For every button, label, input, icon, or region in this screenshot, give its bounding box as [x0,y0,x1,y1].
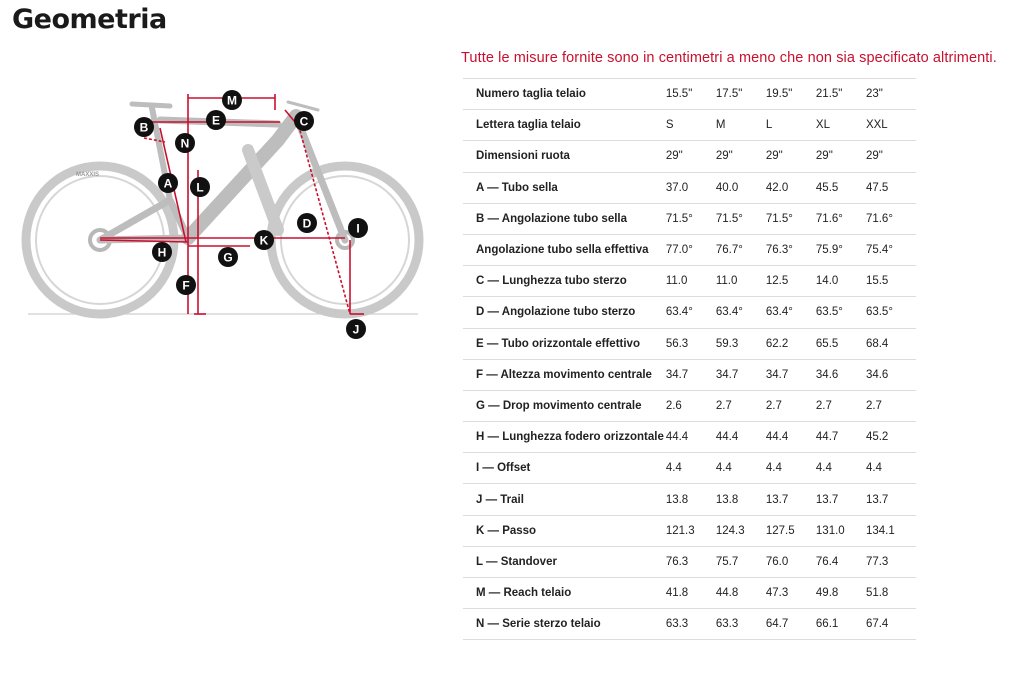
table-cell: XL [815,119,830,132]
row-label: H — Lunghezza fodero orizzontale [476,431,664,444]
row-label: Dimensioni ruota [476,150,570,163]
table-row [463,422,916,453]
table-cell: 63.4° [715,306,743,319]
table-cell: 63.3 [665,618,689,631]
table-cell: 15.5 [865,275,889,288]
table-cell: 66.1 [815,618,839,631]
table-cell: 68.4 [865,337,889,350]
table-row [463,203,916,234]
table-cell: 34.7 [715,368,739,381]
marker-h [152,242,172,262]
table-cell: 45.2 [865,431,889,444]
svg-text:M: M [227,93,237,108]
table-row [463,515,916,546]
row-label: A — Tubo sella [476,181,558,194]
table-cell: 131.0 [815,524,845,537]
table-cell: 2.7 [765,399,782,412]
marker-c [294,111,314,131]
marker-e [206,110,226,130]
table-cell: S [665,119,674,132]
row-label: E — Tubo orizzontale effettivo [476,337,640,350]
tire-brand-text: MAXXIS [76,172,100,178]
table-cell: 2.7 [715,399,732,412]
svg-text:D: D [302,216,312,231]
table-cell: 76.3 [665,555,689,568]
table-cell: 21.5" [815,88,843,101]
table-cell: 40.0 [715,181,739,194]
svg-text:G: G [223,250,233,265]
table-cell: L [765,119,773,132]
svg-text:L: L [196,180,204,195]
table-cell: 44.7 [815,431,839,444]
table-cell: 11.0 [715,275,738,288]
table-row [463,453,916,484]
table-cell: 71.6° [865,212,893,225]
table-cell: 4.4 [715,462,732,475]
table-cell: 71.5° [665,212,693,225]
row-label: K — Passo [476,524,537,537]
svg-text:K: K [259,233,269,248]
row-label: M — Reach telaio [476,587,572,600]
units-notice: Tutte le misure fornite sono in centimetri a meno che non sia specificato altrimenti. [461,50,997,66]
row-label: J — Trail [476,493,524,506]
table-cell: 4.4 [865,462,882,475]
marker-j [346,319,366,339]
table-cell: 4.4 [665,462,682,475]
table-cell: 29" [765,150,783,163]
table-cell: 67.4 [865,618,889,631]
table-cell: 71.5° [765,212,793,225]
table-cell: 134.1 [865,524,895,537]
table-row [463,266,916,297]
marker-d [297,213,317,233]
svg-text:F: F [182,278,190,293]
row-label: I — Offset [476,462,531,475]
table-cell: 76.3° [765,244,793,257]
table-row [463,141,916,172]
marker-i [348,218,368,238]
table-row [463,359,916,390]
table-cell: 42.0 [765,181,789,194]
table-cell: XXL [865,119,888,132]
table-row [463,546,916,577]
row-label: F — Altezza movimento centrale [476,368,652,381]
table-cell: 65.5 [815,337,839,350]
table-cell: 63.4° [765,306,793,319]
table-cell: 44.4 [765,431,789,444]
row-label: B — Angolazione tubo sella [476,212,627,225]
marker-k [254,230,274,250]
row-label: L — Standover [476,555,557,568]
svg-text:I: I [356,221,360,236]
table-row [463,234,916,265]
table-cell: 45.5 [815,181,839,194]
table-cell: 77.0° [665,244,693,257]
table-row [463,578,916,609]
table-cell: 63.4° [665,306,693,319]
table-cell: 13.8 [665,493,689,506]
table-cell: 44.4 [715,431,739,444]
table-cell: 13.7 [765,493,789,506]
row-label: C — Lunghezza tubo sterzo [476,275,627,288]
table-cell: 4.4 [815,462,832,475]
svg-text:N: N [180,136,190,151]
table-cell: 15.5" [665,88,693,101]
table-cell: 14.0 [815,275,839,288]
table-row [463,390,916,421]
table-cell: 29" [865,150,883,163]
table-cell: 23" [865,88,883,101]
row-label: Angolazione tubo sella effettiva [476,244,649,257]
table-cell: 13.8 [715,493,739,506]
row-label: Numero taglia telaio [476,88,586,101]
table-cell: 76.4 [815,555,839,568]
marker-m [222,90,242,110]
svg-text:A: A [163,176,173,191]
marker-a [158,173,178,193]
table-row [463,79,916,110]
marker-g [218,247,238,267]
table-cell: 34.6 [815,368,839,381]
table-row [463,110,916,141]
table-row [463,297,916,328]
table-cell: 63.3 [715,618,739,631]
table-cell: 2.6 [665,399,682,412]
table-cell: 34.6 [865,368,889,381]
table-cell: 71.5° [715,212,743,225]
table-cell: 47.5 [865,181,889,194]
table-cell: 63.5° [815,306,843,319]
table-cell: 44.4 [665,431,689,444]
table-row [463,609,916,640]
table-cell: 47.3 [765,587,789,600]
row-label: N — Serie sterzo telaio [476,618,601,631]
table-cell: 2.7 [815,399,832,412]
row-label: D — Angolazione tubo sterzo [476,306,636,319]
table-cell: 29" [815,150,833,163]
table-cell: 17.5" [715,88,743,101]
table-cell: 124.3 [715,524,745,537]
svg-text:C: C [299,114,309,129]
table-cell: 13.7 [815,493,839,506]
row-label: G — Drop movimento centrale [476,399,642,412]
table-cell: 76.7° [715,244,743,257]
table-cell: 56.3 [665,337,689,350]
table-cell: 13.7 [865,493,889,506]
table-cell: 59.3 [715,337,739,350]
marker-b [134,117,154,137]
marker-f [176,275,196,295]
table-cell: M [715,119,726,132]
table-cell: 2.7 [865,399,882,412]
table-cell: 12.5 [765,275,789,288]
table-cell: 49.8 [815,587,839,600]
table-cell: 75.9° [815,244,843,257]
table-cell: 63.5° [865,306,893,319]
table-row [463,328,916,359]
bike-geometry-diagram [20,80,440,350]
geometry-table [463,78,916,640]
table-cell: 11.0 [665,275,688,288]
marker-n [175,133,195,153]
table-cell: 64.7 [765,618,789,631]
table-cell: 4.4 [765,462,782,475]
row-label: Lettera taglia telaio [476,119,581,132]
table-cell: 34.7 [665,368,689,381]
svg-text:H: H [157,245,167,260]
table-cell: 121.3 [665,524,695,537]
table-cell: 19.5" [765,88,793,101]
table-cell: 37.0 [665,181,689,194]
svg-text:E: E [211,113,221,128]
page-title: Geometria [12,4,167,35]
table-cell: 75.4° [865,244,893,257]
table-cell: 44.8 [715,587,739,600]
table-cell: 77.3 [865,555,889,568]
table-row [463,172,916,203]
table-cell: 71.6° [815,212,843,225]
table-cell: 29" [715,150,733,163]
table-cell: 51.8 [865,587,889,600]
table-cell: 62.2 [765,337,789,350]
table-cell: 29" [665,150,683,163]
table-row [463,484,916,515]
table-cell: 34.7 [765,368,789,381]
table-cell: 75.7 [715,555,739,568]
table-cell: 127.5 [765,524,795,537]
table-cell: 41.8 [665,587,689,600]
svg-text:J: J [352,322,360,337]
svg-text:B: B [139,120,149,135]
table-cell: 76.0 [765,555,789,568]
marker-l [190,177,210,197]
